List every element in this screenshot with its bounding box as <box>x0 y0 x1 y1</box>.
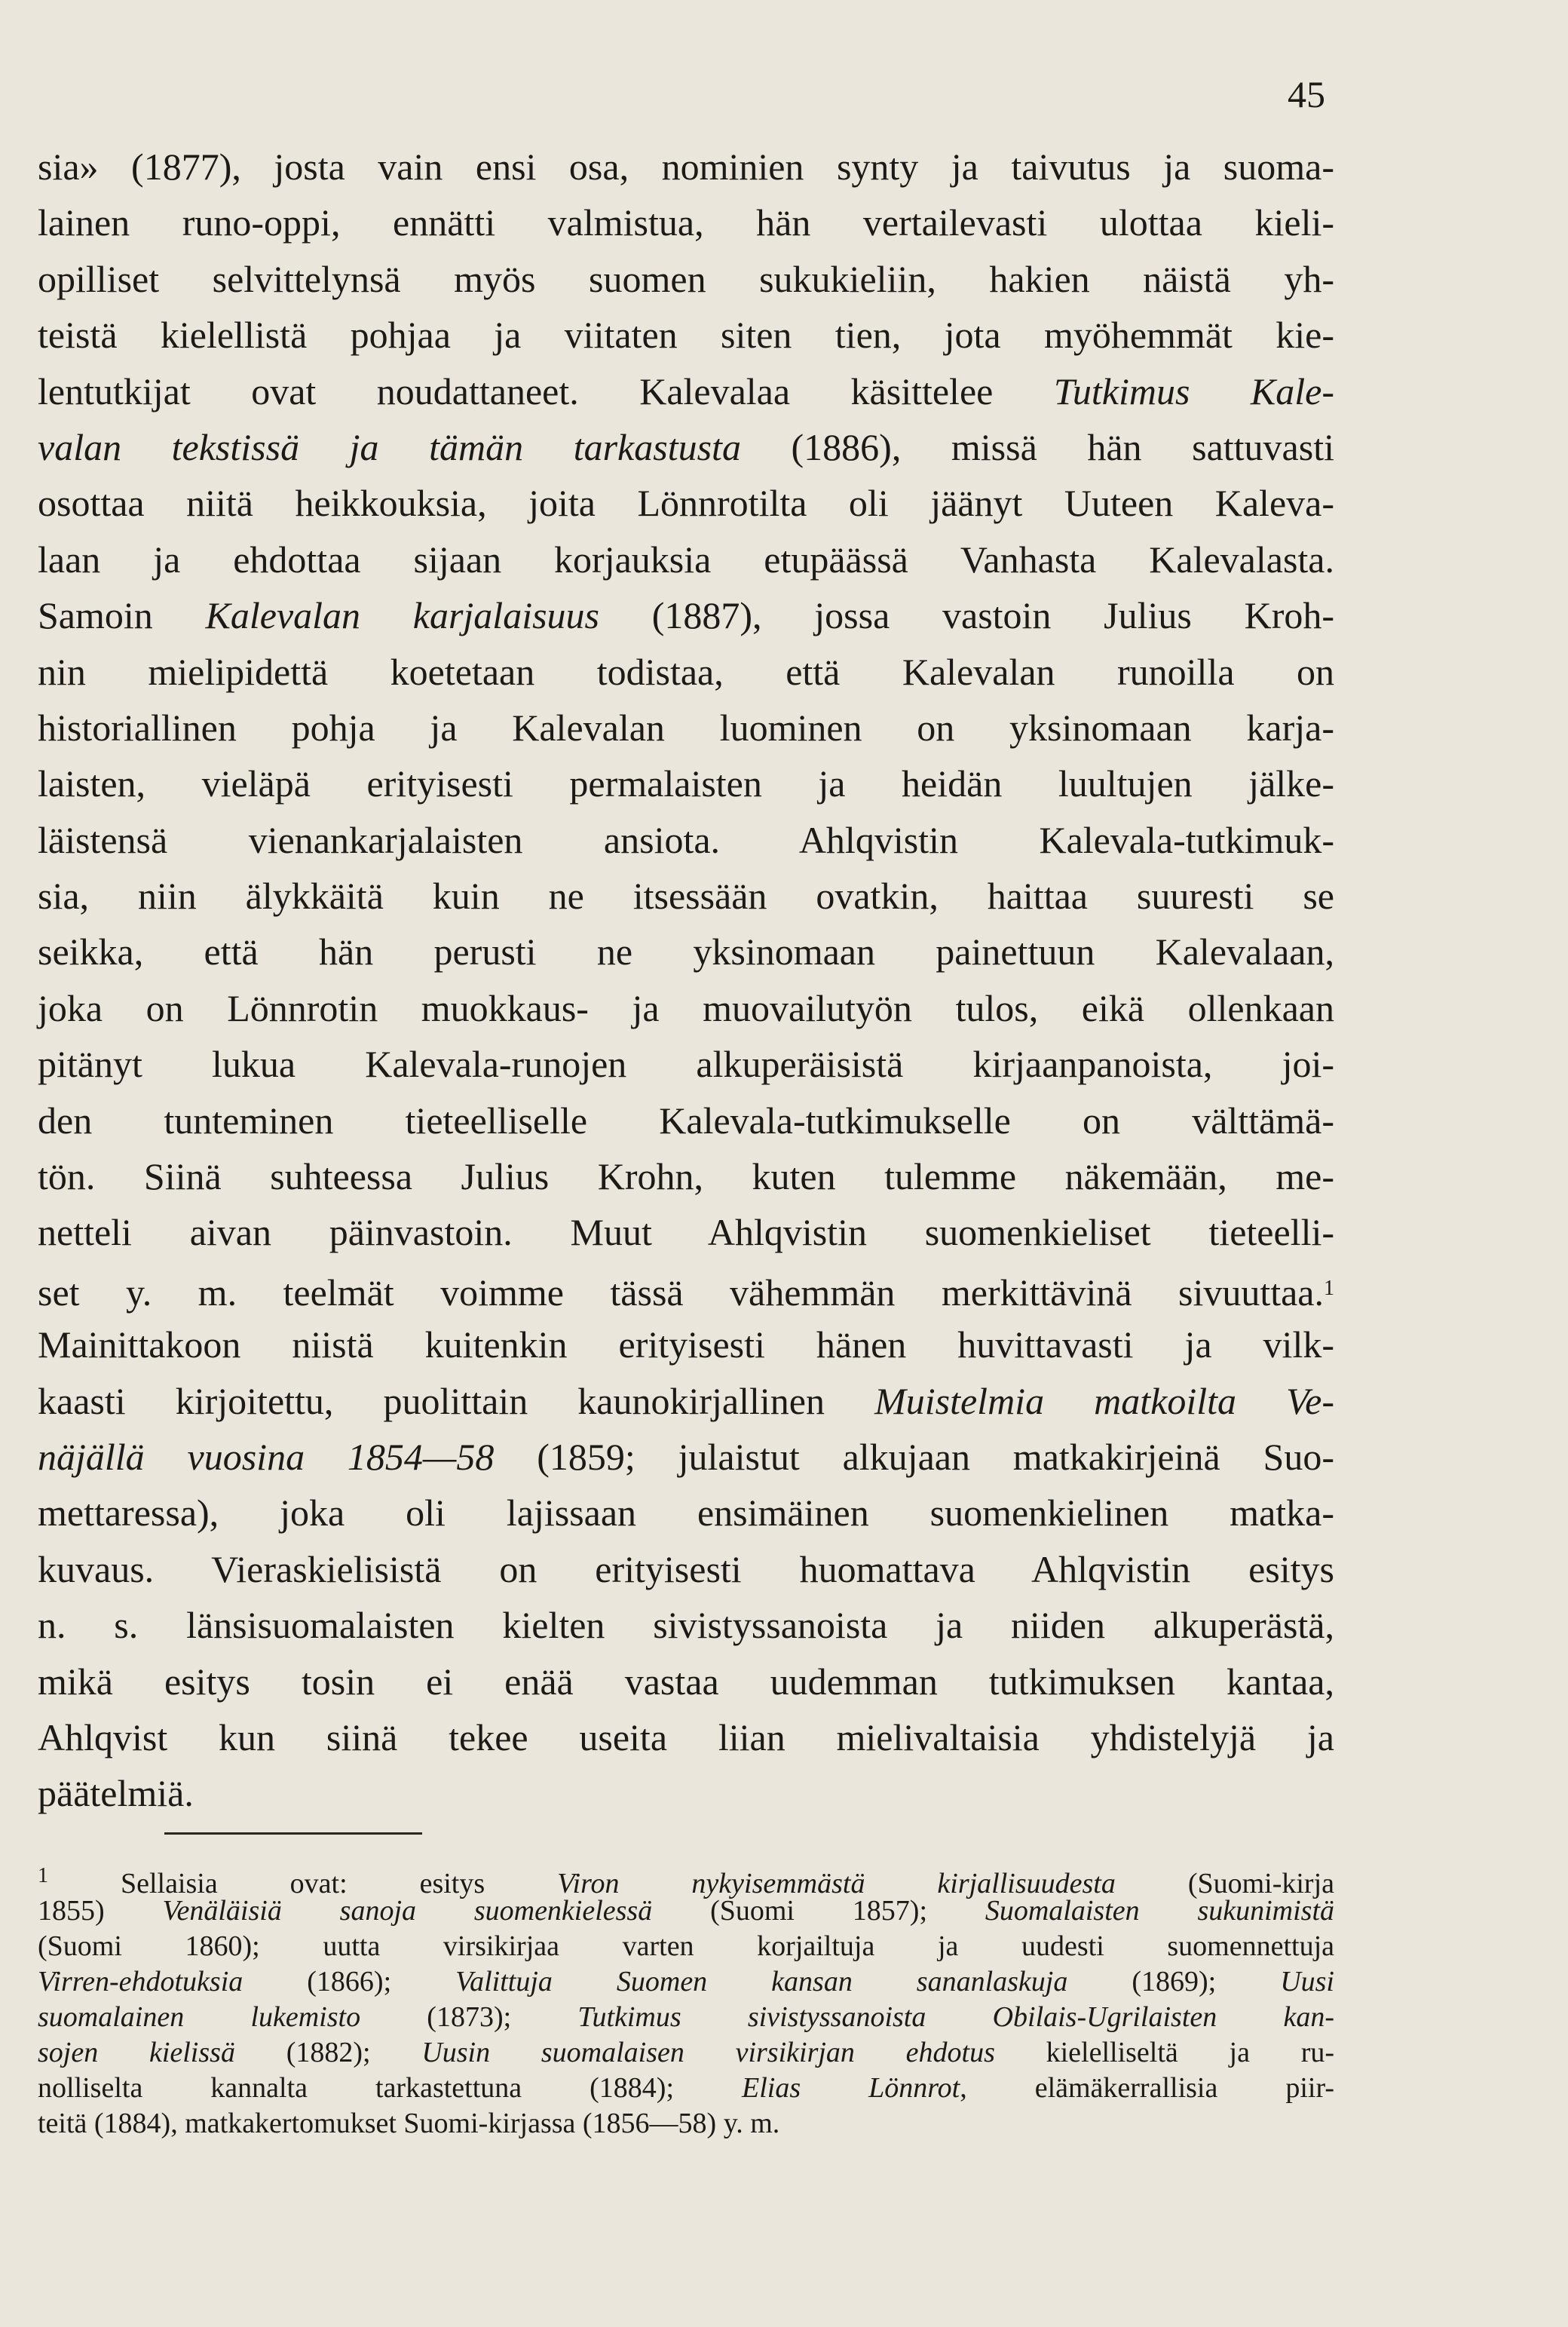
text-line <box>38 1541 1334 1597</box>
text-run: opilliset selvittelynsä myös suomen sukukieliin, hakien näistä yh- <box>38 257 1334 300</box>
text-run: (1873); <box>360 2001 578 2033</box>
page-number: 45 <box>1288 73 1325 115</box>
text-line <box>38 644 1334 700</box>
italic-title: Uusi <box>1280 1966 1334 1997</box>
text-run: (1886), missä hän sattuvasti <box>740 425 1334 468</box>
text-run: teitä (1884), matkakertomukset Suomi-kirjassa (1856—58) y. m. <box>38 2108 780 2139</box>
text-run: Mainittakoon niistä kuitenkin erityisesti hänen huvittavasti ja vilk- <box>38 1323 1334 1366</box>
text-run: (1866); <box>243 1966 456 1997</box>
text-run: kaasti kirjoitettu, puolittain kaunokirjallinen <box>38 1379 875 1422</box>
text-line <box>38 363 1334 419</box>
text-run: teistä kielellistä pohjaa ja viitaten siten tien, jota myöhemmät kie- <box>38 314 1334 357</box>
italic-title: sojen kielissä <box>38 2037 235 2068</box>
footnote-marker: 1 <box>1324 1276 1334 1300</box>
body-paragraph <box>38 139 1334 1822</box>
text-line <box>38 532 1334 587</box>
footnote-line <box>38 2071 1334 2106</box>
italic-title: Venäläisiä sanoja suomenkielessä <box>162 1895 653 1927</box>
italic-title: suomalainen lukemisto <box>38 2001 361 2033</box>
italic-title: Kalevalan karjalaisuus <box>205 594 600 637</box>
text-line <box>38 1317 1334 1372</box>
italic-title: Virren-ehdotuksia <box>38 1966 243 1997</box>
text-line <box>38 1709 1334 1765</box>
italic-title: Tutkimus sivistyssanoista Obilais-Ugrilaisten kan- <box>577 2001 1334 2033</box>
text-run: läistensä vienankarjalaisten ansiota. Ahlqvistin Kalevala-tutkimuk- <box>38 818 1334 861</box>
text-run: laan ja ehdottaa sijaan korjauksia etupäässä Vanhasta Kalevalasta. <box>38 538 1334 581</box>
footnote-line <box>38 1964 1334 2000</box>
text-line <box>38 756 1334 811</box>
text-line <box>38 475 1334 531</box>
footnote-line <box>38 1929 1334 1964</box>
text-run: pitänyt lukua Kalevala-runojen alkuperäisistä kirjaanpanoista, joi- <box>38 1043 1334 1086</box>
text-run: , elämäkerrallisia piir- <box>960 2072 1334 2104</box>
text-line <box>38 1765 1334 1821</box>
italic-title: Suomalaisten sukunimistä <box>985 1895 1335 1927</box>
text-line <box>38 924 1334 980</box>
text-run: Ahlqvist kun siinä tekee useita liian mielivaltaisia yhdistelyjä ja <box>38 1715 1334 1758</box>
text-run: (Suomi-kirja <box>1115 1868 1335 1899</box>
text-line <box>38 980 1334 1036</box>
text-run: lainen runo-oppi, ennätti valmistua, hän vertailevasti ulottaa kieli- <box>38 201 1334 244</box>
text-line <box>38 1429 1334 1485</box>
text-line <box>38 419 1334 475</box>
footnote <box>38 1858 1334 2142</box>
text-line <box>38 868 1334 924</box>
text-line <box>38 1204 1334 1260</box>
text-line <box>38 139 1334 195</box>
text-run: tön. Siinä suhteessa Julius Krohn, kuten tulemme näkemään, me- <box>38 1155 1334 1198</box>
text-run: nolliselta kannalta tarkastettuna (1884); <box>38 2072 743 2104</box>
text-run: lentutkijat ovat noudattaneet. Kalevalaa käsittelee <box>38 369 1054 412</box>
text-run: Sellaisia ovat: esitys <box>48 1868 558 1899</box>
text-run: kielelliseltä ja ru- <box>994 2037 1334 2068</box>
text-run: Samoin <box>38 594 206 637</box>
text-run: joka on Lönnrotin muokkaus- ja muovailutyön tulos, eikä ollenkaan <box>38 986 1334 1029</box>
italic-title: Elias Lönnrot <box>742 2072 960 2104</box>
text-run: sia» (1877), josta vain ensi osa, nominien synty ja taivutus ja suoma- <box>38 146 1334 188</box>
footnote-line <box>38 2106 1334 2142</box>
text-line <box>38 1373 1334 1429</box>
italic-title: Viron nykyisemmästä kirjallisuudesta <box>557 1868 1116 1899</box>
italic-title: näjällä vuosina 1854—58 <box>38 1435 495 1478</box>
text-run: (1882); <box>234 2037 422 2068</box>
text-line <box>38 1148 1334 1204</box>
text-line <box>38 1261 1334 1317</box>
italic-title: valan tekstissä ja tämän tarkastusta <box>38 425 741 468</box>
text-line <box>38 251 1334 307</box>
footnote-line <box>38 1858 1335 1899</box>
text-line <box>38 587 1334 643</box>
text-line <box>38 1485 1334 1541</box>
text-line <box>38 195 1334 250</box>
text-run: netteli aivan päinvastoin. Muut Ahlqvistin suomenkieliset tieteelli- <box>38 1211 1334 1254</box>
text-run: seikka, että hän perusti ne yksinomaan painettuun Kalevalaan, <box>38 930 1334 973</box>
text-run: den tunteminen tieteelliselle Kalevala-tutkimukselle on välttämä- <box>38 1099 1334 1142</box>
italic-title: Muistelmia matkoilta Ve- <box>874 1379 1334 1422</box>
text-line <box>38 1597 1334 1653</box>
text-line <box>38 700 1334 756</box>
text-run: (1859; julaistut alkujaan matkakirjeinä Suo- <box>494 1435 1334 1478</box>
italic-title: Tutkimus Kale- <box>1053 369 1334 412</box>
text-run: mettaressa), joka oli lajissaan ensimäinen suomenkielinen matka- <box>38 1492 1334 1534</box>
text-run: osottaa niitä heikkouksia, joita Lönnrotilta oli jäänyt Uuteen Kaleva- <box>38 482 1334 525</box>
text-run: 1855) <box>38 1895 163 1927</box>
text-run: nin mielipidettä koetetaan todistaa, että Kalevalan runoilla on <box>38 650 1334 693</box>
text-line <box>38 307 1334 363</box>
text-run: mikä esitys tosin ei enää vastaa uudemman tutkimuksen kantaa, <box>38 1660 1334 1703</box>
text-run: päätelmiä. <box>38 1772 194 1815</box>
text-run: (Suomi 1857); <box>652 1895 985 1927</box>
text-run: (Suomi 1860); uutta virsikirjaa varten korjailtuja ja uudesti suomennettuja <box>38 1930 1334 1962</box>
text-run: (1869); <box>1067 1966 1281 1997</box>
footnote-separator <box>164 1832 422 1835</box>
text-line <box>38 1093 1334 1148</box>
footnote-line <box>38 1893 1334 1929</box>
text-line <box>38 812 1334 868</box>
text-run: sia, niin älykkäitä kuin ne itsessään ovatkin, haittaa suuresti se <box>38 875 1334 918</box>
footnote-marker: 1 <box>38 1864 48 1887</box>
footnote-line <box>38 2000 1334 2035</box>
text-run: historiallinen pohja ja Kalevalan luominen on yksinomaan karja- <box>38 706 1334 749</box>
italic-title: Uusin suomalaisen virsikirjan ehdotus <box>421 2037 995 2068</box>
text-line <box>38 1036 1334 1092</box>
text-run: (1887), jossa vastoin Julius Kroh- <box>599 594 1334 637</box>
footnote-line <box>38 2035 1334 2071</box>
text-run: kuvaus. Vieraskielisistä on erityisesti huomattava Ahlqvistin esitys <box>38 1547 1334 1590</box>
text-run: laisten, vieläpä erityisesti permalaisten ja heidän luultujen jälke- <box>38 762 1334 805</box>
italic-title: Valittuja Suomen kansan sananlaskuja <box>455 1966 1068 1997</box>
text-run: set y. m. teelmät voimme tässä vähemmän merkittävinä sivuuttaa. <box>38 1271 1324 1314</box>
text-line <box>38 1654 1334 1709</box>
text-run: n. s. länsisuomalaisten kielten sivistyssanoista ja niiden alkuperästä, <box>38 1604 1334 1647</box>
